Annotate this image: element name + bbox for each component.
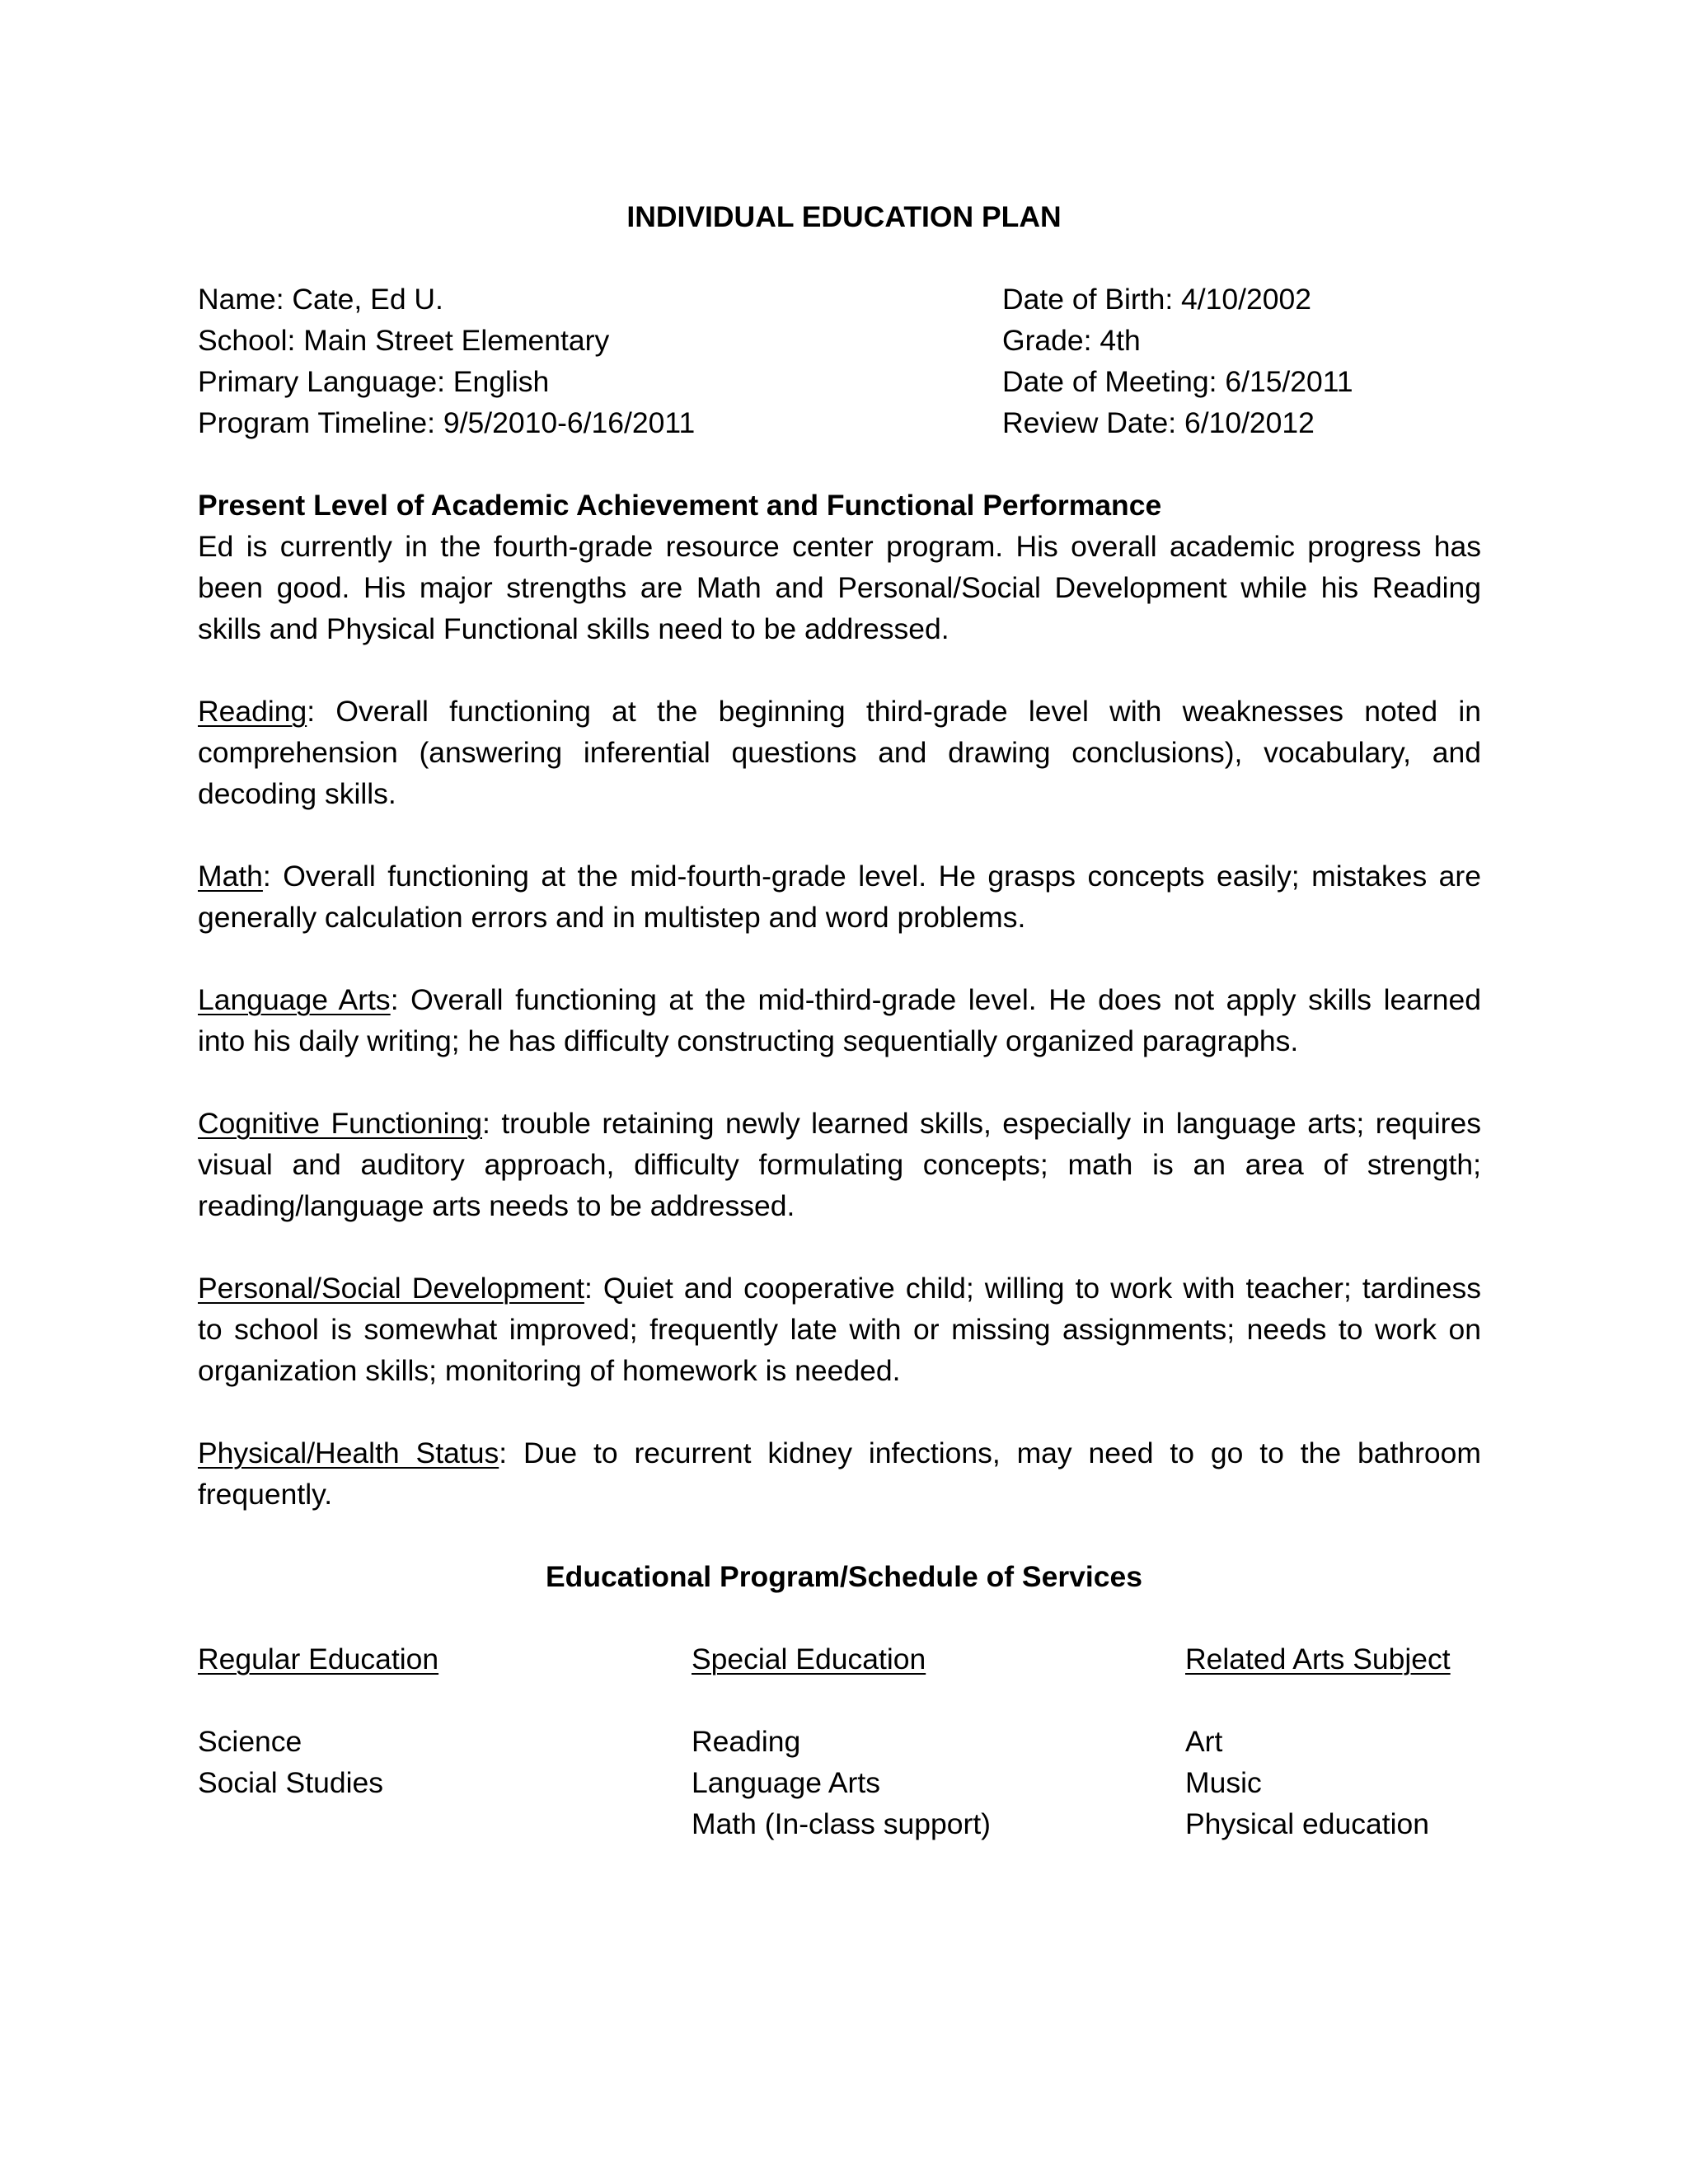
present-level-text: Ed is currently in the fourth-grade resource center program. His overall academic progress has been good. His major strengths are Math and Personal/Social Development while his Reading skills and Physical Functional skills need to be addressed.: [198, 530, 1481, 645]
student-name: Name: Cate, Ed U.: [198, 283, 443, 316]
student-grade: Grade: 4th: [1002, 324, 1141, 357]
present-level-section: [198, 485, 1481, 649]
area-label: Physical/Health Status: [198, 1436, 499, 1469]
area-text: : trouble retaining newly learned skills, especially in language arts; requires visual and auditory approach, difficulty formulating concepts; math is an area of strength; reading/language arts needs to be addressed.: [198, 1107, 1481, 1222]
schedule-item: Math (In-class support): [692, 1807, 992, 1840]
student-school: School: Main Street Elementary: [198, 324, 610, 357]
schedule-item: Reading: [692, 1725, 801, 1758]
area-text: : Quiet and cooperative child; willing to work with teacher; tardiness to school is somewhat improved; frequently late with or missing assignments; needs to work on organization skills; monitoring of homework is needed.: [198, 1272, 1481, 1387]
schedule-column-regular: [198, 1638, 438, 1803]
review-date: Review Date: 6/10/2012: [1002, 406, 1315, 439]
area-label: Personal/Social Development: [198, 1272, 584, 1305]
area-math: [198, 855, 1481, 938]
area-label: Language Arts: [198, 983, 391, 1016]
schedule-column-related-arts: [1185, 1638, 1451, 1844]
present-level-heading: Present Level of Academic Achievement and Functional Performance: [198, 489, 1162, 522]
schedule-column-header: Special Education: [692, 1643, 926, 1675]
schedule-column-header: Related Arts Subject: [1185, 1643, 1451, 1675]
area-label: Reading: [198, 695, 307, 728]
schedule-column-special: [692, 1638, 991, 1844]
area-personal-social: [198, 1268, 1481, 1391]
schedule-item: Art: [1185, 1725, 1223, 1758]
schedule-column-header: Regular Education: [198, 1643, 439, 1675]
area-physical-health: [198, 1432, 1481, 1515]
schedule-item: Music: [1185, 1766, 1262, 1799]
student-info-left: [198, 279, 695, 443]
date-of-birth: Date of Birth: 4/10/2002: [1002, 283, 1311, 316]
student-primary-language: Primary Language: English: [198, 365, 550, 398]
area-label: Math: [198, 860, 263, 893]
schedule-heading: Educational Program/Schedule of Services: [545, 1560, 1143, 1593]
area-text: : Overall functioning at the mid-fourth-grade level. He grasps concepts easily; mistakes are generally calculation errors and in multistep and word problems.: [198, 860, 1481, 934]
area-text: : Overall functioning at the beginning third-grade level with weaknesses noted in comprehension (answering inferential questions and drawing conclusions), vocabulary, and decoding skills.: [198, 695, 1481, 810]
document-title: INDIVIDUAL EDUCATION PLAN: [626, 200, 1062, 233]
area-language-arts: [198, 979, 1481, 1062]
area-cognitive-functioning: [198, 1103, 1481, 1226]
student-info-right: [1002, 279, 1353, 443]
schedule-item: Language Arts: [692, 1766, 880, 1799]
schedule-item: Physical education: [1185, 1807, 1430, 1840]
program-timeline: Program Timeline: 9/5/2010-6/16/2011: [198, 406, 696, 439]
schedule-item: Social Studies: [198, 1766, 383, 1799]
area-reading: [198, 691, 1481, 814]
date-of-meeting: Date of Meeting: 6/15/2011: [1002, 365, 1353, 398]
schedule-item: Science: [198, 1725, 302, 1758]
area-label: Cognitive Functioning: [198, 1107, 482, 1140]
area-text: : Overall functioning at the mid-third-grade level. He does not apply skills learned into his daily writing; he has difficulty constructing sequentially organized paragraphs.: [198, 983, 1482, 1057]
area-text: : Due to recurrent kidney infections, may need to go to the bathroom frequently.: [198, 1436, 1481, 1511]
